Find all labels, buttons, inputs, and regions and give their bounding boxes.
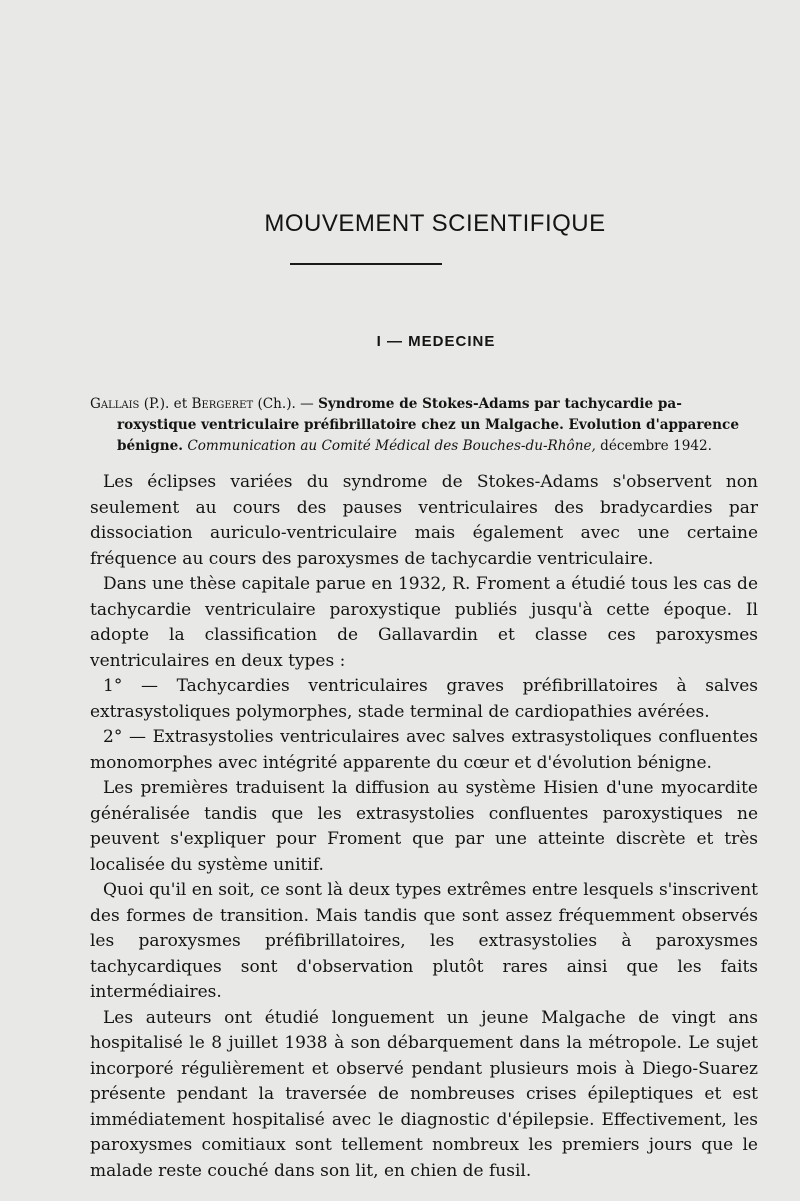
paragraph: Dans une thèse capitale parue en 1932, R. Froment a étudié tous les cas de tachycardie ventriculaire paroxystique publiés jusqu'à cette époque. Il adopte la classification de Gallavardin et classe ces paroxysmes ventriculaires en deux types : <box>90 574 758 671</box>
title-divider <box>290 263 442 265</box>
section-heading: I — MEDECINE <box>376 333 496 350</box>
paragraph: 1° — Tachycardies ventriculaires graves préfibrillatoires à salves extrasystoliques polymorphes, stade terminal de cardiopathies avérées. <box>90 676 758 722</box>
article-body <box>90 470 758 1184</box>
paragraph: Les premières traduisent la diffusion au système Hisien d'une myocardite généralisée tandis que les extrasystolies confluentes paroxystiques ne peuvent s'expliquer pour Froment que par une atteinte discrète et très localisée du système unitif. <box>90 778 758 875</box>
paragraph: Les éclipses variées du syndrome de Stokes-Adams s'observent non seulement au cours des pauses ventriculaires des bradycardies par dissociation auriculo-ventriculaire mais également avec une certaine fréquence au cours des paroxysmes de tachycardie ventriculaire. <box>90 472 758 569</box>
author-2: Bergeret <box>191 396 254 412</box>
article-title-3: bénigne. <box>117 438 183 454</box>
author-1-initials: (P.). et <box>139 396 192 412</box>
author-2-initials: (Ch.). — <box>253 396 319 412</box>
reference-continuation <box>90 415 750 457</box>
paragraph: 2° — Extrasystolies ventriculaires avec salves extrasystoliques confluentes monomorphes avec intégrité apparente du cœur et d'évolution bénigne. <box>90 727 758 773</box>
author-1: Gallais <box>90 396 140 412</box>
paragraph: Les auteurs ont étudié longuement un jeune Malgache de vingt ans hospitalisé le 8 juillet 1938 à son débarquement dans la métropole. Le sujet incorporé régulièrement et observé pendant plusieurs mois à Diego-Suarez présente pendant la traversée de nombreuses crises épileptiques et est immédiatement hospitalisé avec le diagnostic d'épilepsie. Effectivement, les paroxysmes comitiaux sont tellement nombreux les premiers jours que le malade reste couché dans son lit, en chien de fusil. <box>90 1007 758 1181</box>
article-title-1: Syndrome de Stokes-Adams par tachycardie pa- <box>318 396 682 412</box>
bibliographic-reference <box>90 394 750 457</box>
page-title: MOUVEMENT SCIENTIFIQUE <box>264 210 606 237</box>
date: décembre 1942. <box>595 438 712 454</box>
source: Communication au Comité Médical des Bouches-du-Rhône, <box>187 438 596 454</box>
paragraph: Quoi qu'il en soit, ce sont là deux types extrêmes entre lesquels s'inscrivent des formes de transition. Mais tandis que sont assez fréquemment observés les paroxysmes préfibrillatoires, les extrasystolies à paroxysmes tachycardiques sont d'observation plutôt rares ainsi que les faits intermédiaires. <box>90 880 758 1002</box>
article-title-2: roxystique ventriculaire préfibrillatoire chez un Malgache. Evolution d'apparence <box>117 417 739 433</box>
